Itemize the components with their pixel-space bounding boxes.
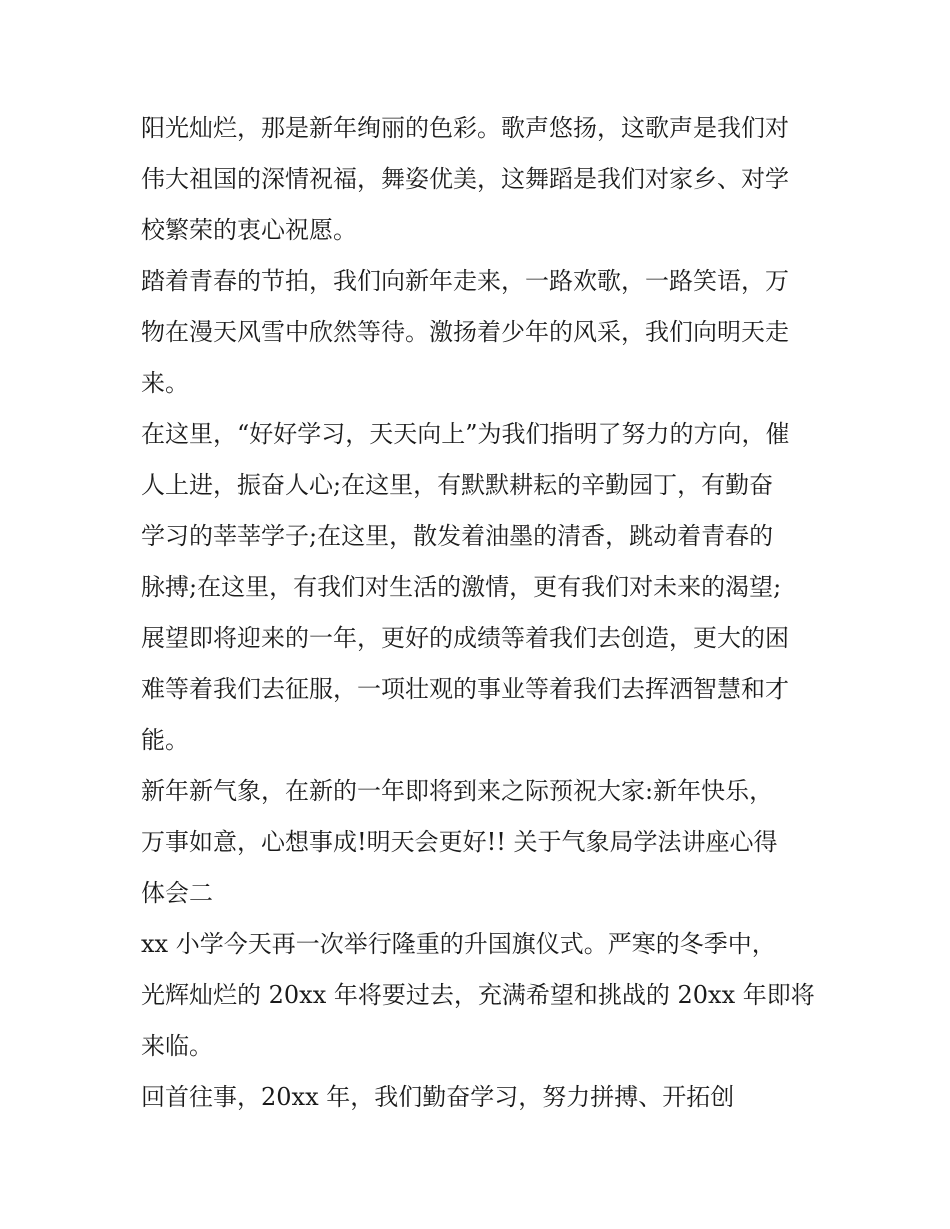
text-line: xx 小学今天再一次举行隆重的升国旗仪式。严寒的冬季中，: [141, 930, 776, 958]
text-line: 新年新气象，在新的一年即将到来之际预祝大家:新年快乐，: [141, 777, 774, 805]
text-line: 体会二: [141, 879, 213, 907]
text-line: 物在漫天风雪中欣然等待。激扬着少年的风采，我们向明天走: [141, 318, 789, 346]
document-body: [141, 108, 821, 1128]
text-line: 在这里，“好好学习，天天向上”为我们指明了努力的方向，催: [141, 420, 790, 448]
text-line: 脉搏;在这里，有我们对生活的激情，更有我们对未来的渴望;: [141, 573, 782, 601]
text-line: 能。: [141, 726, 189, 754]
text-line: 人上进，振奋人心;在这里，有默默耕耘的辛勤园丁，有勤奋: [141, 471, 774, 499]
text-line: 阳光灿烂，那是新年绚丽的色彩。歌声悠扬，这歌声是我们对: [141, 114, 789, 142]
text-line: 回首往事，20xx 年，我们勤奋学习，努力拼搏、开拓创: [141, 1083, 735, 1111]
text-line: 来。: [141, 369, 189, 397]
text-line: 来临。: [141, 1032, 213, 1060]
text-line: 展望即将迎来的一年，更好的成绩等着我们去创造，更大的困: [141, 624, 789, 652]
text-line: 学习的莘莘学子;在这里，散发着油墨的清香，跳动着青春的: [141, 522, 774, 550]
text-line: 踏着青春的节拍，我们向新年走来，一路欢歌，一路笑语，万: [141, 267, 789, 295]
text-line: 难等着我们去征服，一项壮观的事业等着我们去挥洒智慧和才: [141, 675, 789, 703]
text-line: 万事如意，心想事成!明天会更好!! 关于气象局学法讲座心得: [141, 828, 778, 856]
text-line: 校繁荣的衷心祝愿。: [141, 216, 357, 244]
text-line: 光辉灿烂的 20xx 年将要过去，充满希望和挑战的 20xx 年即将: [141, 981, 815, 1009]
text-line: 伟大祖国的深情祝福，舞姿优美，这舞蹈是我们对家乡、对学: [141, 165, 789, 193]
